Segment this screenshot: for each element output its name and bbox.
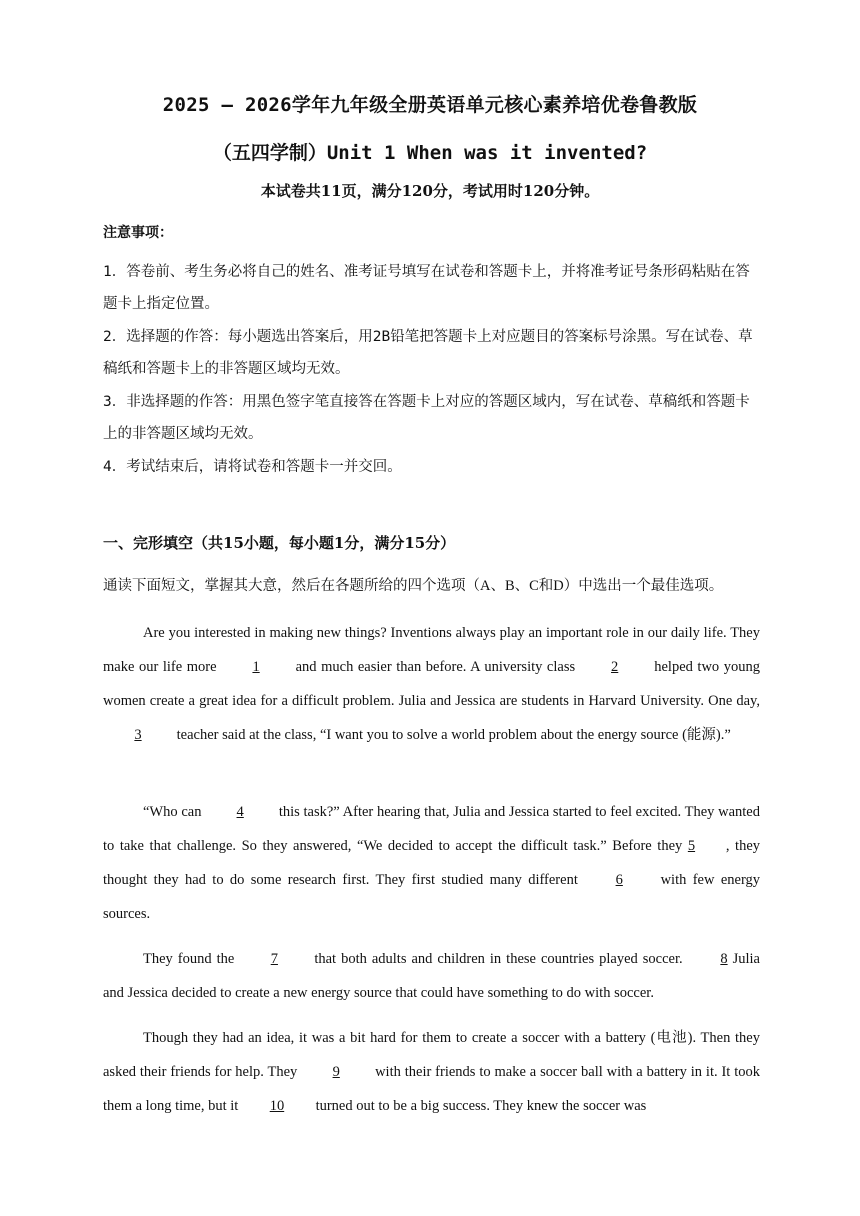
- passage-text: that both adults and children in these countries played soccer.: [309, 951, 688, 967]
- notice-item: 2．选择题的作答：每小题选出答案后，用2B铅笔把答题卡上对应题目的答案标号涂黑。写在试卷、草稿纸和答题卡上的非答题区域均无效。: [103, 329, 753, 377]
- notice-item: 3．非选择题的作答：用黑色签字笔直接答在答题卡上对应的答题区域内，写在试卷、草稿纸和答题卡上的非答题区域均无效。: [103, 394, 750, 442]
- passage-paragraph: [103, 942, 760, 1010]
- cloze-blank-10: 10: [269, 1098, 285, 1114]
- cloze-blank-9: 9: [332, 1064, 340, 1080]
- passage-text: this task?” After hearing that, Julia and Jessica started to feel excited. They wanted to take that challenge. So they answered, “We decided to accept the difficult task.” Before they: [103, 804, 760, 854]
- exam-title: 2025 – 2026学年九年级全册英语单元核心素养培优卷鲁教版: [162, 94, 698, 116]
- passage-paragraph: [103, 795, 760, 931]
- passage-text: teacher said at the class, “I want you to solve a world problem about the energy source (能源).”: [173, 727, 731, 743]
- notice-heading: 注意事项：: [103, 225, 173, 241]
- cloze-blank-2: 2: [611, 659, 619, 675]
- passage-text: and much easier than before. A university class: [291, 659, 580, 675]
- cloze-blank-8: 8: [720, 951, 728, 967]
- passage-text: “Who can: [143, 804, 206, 820]
- passage-text: They found the: [143, 951, 240, 967]
- passage-text: , they thought they had to do some research first. They first studied many different: [103, 838, 760, 888]
- passage-text: helped two young women create a great idea for a difficult problem. Julia and Jessica are students in Harvard University. One day,: [103, 659, 760, 709]
- passage-text: with few energy sources.: [103, 872, 761, 922]
- exam-title-unit: （五四学制）Unit 1 When was it invented?: [212, 142, 648, 164]
- cloze-blank-1: 1: [252, 659, 260, 675]
- section-directions: 通读下面短文，掌握其大意，然后在各题所给的四个选项（A、B、C和D）中选出一个最佳选项。: [103, 578, 724, 594]
- passage-text: Are you interested in making new things? Inventions always play an important role in our daily life. They make our life more: [103, 625, 760, 675]
- passage-paragraph: [103, 616, 760, 752]
- cloze-blank-6: 6: [615, 872, 623, 888]
- cloze-blank-3: 3: [134, 727, 142, 743]
- cloze-blank-7: 7: [270, 951, 278, 967]
- section-heading: 一、完形填空（共15小题，每小题1分，满分15分）: [103, 534, 456, 552]
- cloze-blank-4: 4: [236, 804, 244, 820]
- cloze-blank-5: 5: [687, 838, 696, 854]
- notice-item: 4．考试结束后，请将试卷和答题卡一并交回。: [103, 459, 402, 475]
- passage-paragraph: [103, 1021, 760, 1123]
- passage-text: with their friends to make a soccer ball with a battery in it. It took them a long time, but it: [103, 1064, 760, 1114]
- passage-text: Julia and Jessica decided to create a new energy source that could have something to do with soccer.: [103, 951, 760, 1001]
- passage-text: Though they had an idea, it was a bit hard for them to create a soccer with a battery (电池). Then they asked their friends for help. They: [103, 1030, 760, 1080]
- passage-text: turned out to be a big success. They knew the soccer was: [311, 1098, 647, 1114]
- exam-info: 本试卷共11页，满分120分，考试用时120分钟。: [260, 182, 600, 200]
- notice-item: 1．答卷前、考生务必将自己的姓名、准考证号填写在试卷和答题卡上，并将准考证号条形码粘贴在答题卡上指定位置。: [103, 264, 750, 312]
